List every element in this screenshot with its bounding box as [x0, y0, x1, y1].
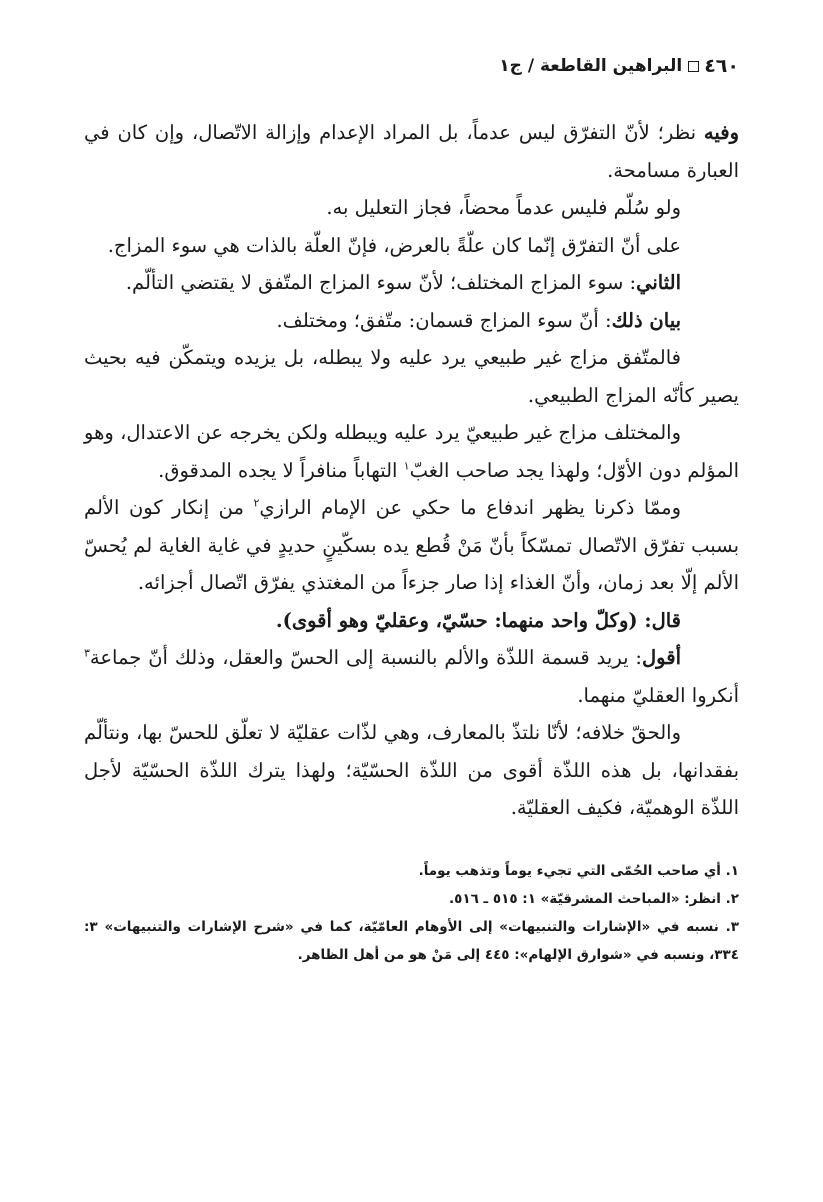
paragraph — [84, 189, 739, 227]
paragraph-text: فالمتّفق مزاج غير طبيعي يرد عليه ولا يبطله، بل يزيده ويتمكّن فيه بحيث يصير كأنّه المزاج الطبيعي. — [84, 346, 739, 407]
footnote: ١. أي صاحب الحُمّى التي تجيء يوماً وتذهب يوماً. — [418, 862, 739, 879]
paragraph-text: : سوء المزاج المختلف؛ لأنّ سوء المزاج المتّفق لا يقتضي التألّم. — [125, 271, 637, 294]
paragraph-lead: الثاني — [636, 271, 681, 294]
paragraph — [84, 339, 739, 414]
running-title: البراهين القاطعة / ج١ — [499, 56, 683, 76]
footnote-marker[interactable]: ٢ — [253, 496, 260, 510]
paragraph-text: نظر؛ لأنّ التفرّق ليس عدماً، بل المراد الإعدام وإزالة الاتّصال، وإن كان في العبارة مسامحة. — [84, 121, 739, 182]
paragraph-text: أنكروا العقليّ منهما. — [577, 683, 739, 707]
paragraph-text: والمختلف مزاج غير طبيعيّ يرد عليه ويبطله ولكن يخرجه عن الاعتدال، وهو المؤلم دون الأوّل؛ ولهذا يجد صاحب الغبّ — [84, 421, 739, 482]
paragraph-text: : أنّ سوء المزاج قسمان: متّفق؛ ومختلف. — [276, 308, 612, 332]
paragraph — [84, 114, 739, 189]
paragraph-text: التهاباً منافراً لا يجده المدقوق. — [158, 458, 404, 482]
paragraph-text: من إنكار كون الألم بسبب تفرّق الاتّصال تمسّكاً بأنّ مَنْ قُطع يده بسكّينٍ حديدٍ في غاية الغاية لم يُحسّ الألم إلّا بعد زمان، وأنّ الغذاء إذا صار جزءاً من المغتذي يفرّق اتّصال أجزائه. — [84, 496, 739, 594]
paragraph-text: : يريد قسمة اللذّة والألم بالنسبة إلى الحسّ والعقل، وذلك أنّ جماعة — [89, 646, 643, 669]
footnote: ٢. انظر: «المباحث المشرقيّة» ١: ٥١٥ ـ ٥١٦. — [448, 890, 739, 907]
paragraph-lead: قال: (وكلّ واحد منهما: حسّيّ، وعقليّ وهو أقوى). — [275, 608, 681, 632]
paragraph-text: والحقّ خلافه؛ لأنّا نلتذّ بالمعارف، وهي لذّات عقليّة لا تعلّق للحسّ بها، ونتألّم بفقدانها، بل هذه اللذّة أقوى من اللذّة الحسّيّة؛ ولهذا يترك اللذّة الحسّيّة لأجل اللذّة الوهميّة، فكيف العقليّة. — [84, 721, 739, 819]
main-text — [84, 114, 739, 827]
paragraph-lead: أقول — [642, 646, 681, 669]
paragraph-lead: وفيه — [703, 121, 739, 144]
page-number: ٤٦٠ — [704, 55, 739, 77]
book-page — [84, 52, 739, 969]
paragraph-text: ولو سُلّم فليس عدماً محضاً، فجاز التعليل به. — [326, 196, 681, 219]
paragraph — [84, 602, 739, 640]
paragraph — [84, 639, 739, 714]
paragraph — [84, 489, 739, 602]
footnote-marker[interactable]: ١ — [403, 459, 410, 472]
paragraph — [84, 227, 739, 265]
footnotes — [84, 857, 739, 969]
paragraph — [84, 414, 739, 489]
footnote: ٣. نسبه في «الإشارات والتنبيهات» إلى الأوهام العامّيّة، كما في «شرح الإشارات والتنبيهات» ٣: ٣٣٤، ونسبه في «شوارق الإلهام»: ٤٤٥ إلى مَنْ هو من أهل الظاهر. — [84, 918, 739, 963]
paragraph-text: وممّا ذكرنا يظهر اندفاع ما حكي عن الإمام الرازي — [259, 496, 681, 519]
paragraph — [84, 302, 739, 340]
running-header — [84, 52, 739, 80]
footnote-marker[interactable]: ٣ — [84, 646, 90, 660]
paragraph — [84, 714, 739, 827]
square-separator-icon — [688, 61, 699, 72]
paragraph-text: على أنّ التفرّق إنّما كان علّةً بالعرض، فإنّ العلّة بالذات هي سوء المزاج. — [107, 233, 681, 257]
paragraph — [84, 264, 739, 302]
paragraph-lead: بيان ذلك — [611, 308, 681, 332]
